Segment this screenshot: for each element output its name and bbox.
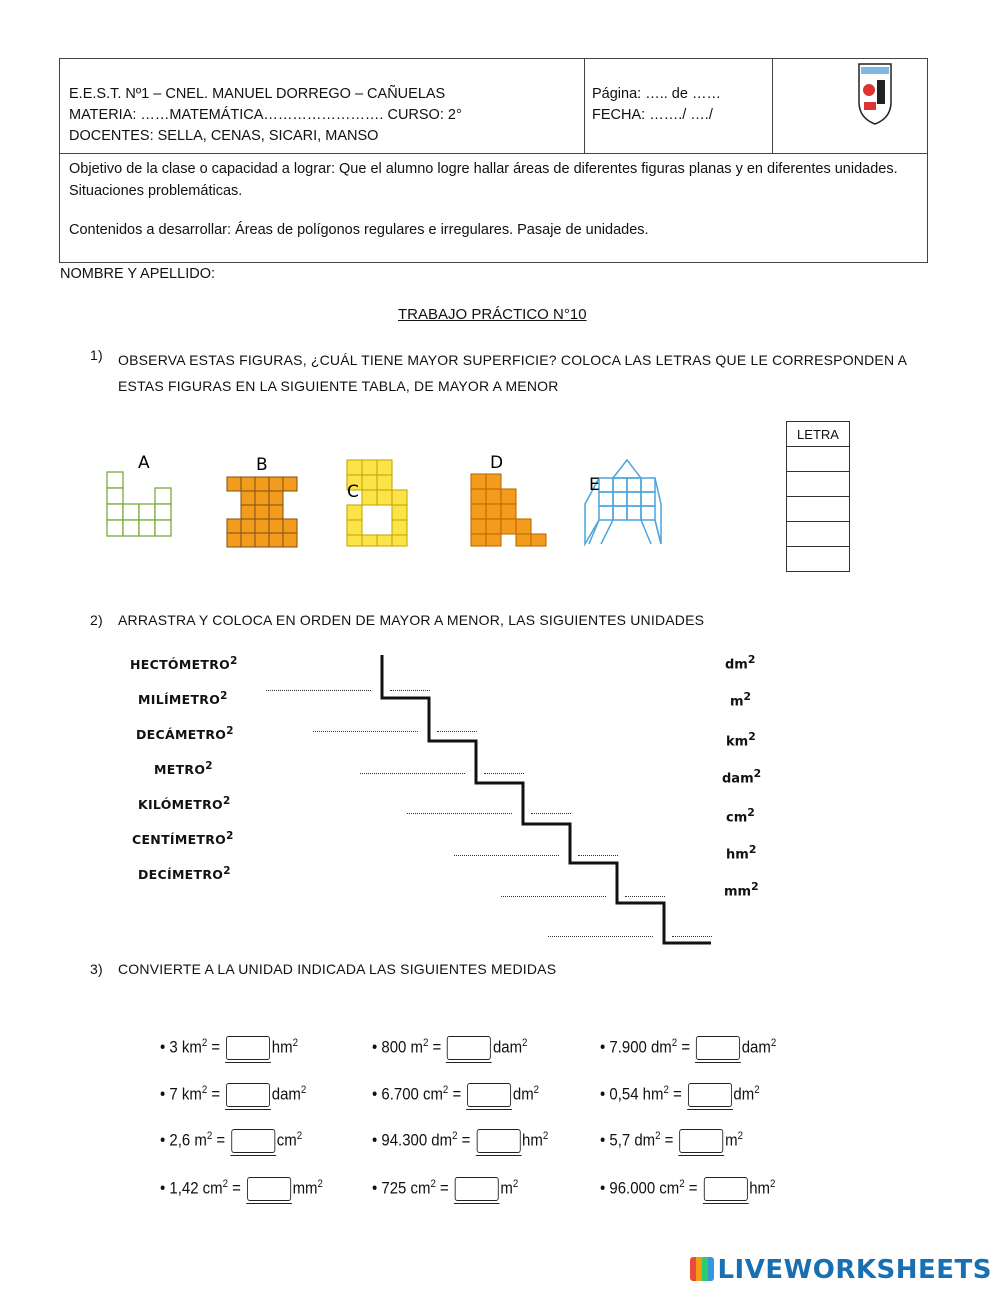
school-name: E.E.S.T. Nº1 – CNEL. MANUEL DORREGO – CAÑUELAS bbox=[69, 86, 446, 102]
letter-input-5[interactable] bbox=[787, 547, 850, 572]
drop-slot-5[interactable] bbox=[454, 855, 559, 856]
pagina-line: Página: ….. de …… bbox=[592, 86, 721, 102]
q1-text: OBSERVA ESTAS FIGURAS, ¿CUÁL TIENE MAYOR SUPERFICIE? COLOCA LAS LETRAS QUE LE CORRESPONDEN A ESTAS FIGURAS EN LA SIGUIENTE TABLA, DE MAYOR A MENOR bbox=[118, 352, 907, 394]
conversion-item: • 0,54 $hm^2 = dm^2$ bbox=[600, 1083, 760, 1107]
drop-slot-7[interactable] bbox=[548, 936, 653, 937]
step-slot-2[interactable] bbox=[437, 731, 477, 732]
conversion-answer-input[interactable] bbox=[696, 1036, 740, 1060]
figure-d-label: D bbox=[490, 453, 504, 473]
conversion-item: • 1,42 $cm^2 = mm^2$ bbox=[160, 1177, 323, 1201]
conversion-item: • 725 $cm^2 = m^2$ bbox=[372, 1177, 518, 1201]
q3-text: CONVIERTE A LA UNIDAD INDICADA LAS SIGUIENTES MEDIDAS bbox=[118, 961, 557, 977]
unit-right-7[interactable]: $mm^2$ bbox=[724, 880, 759, 900]
liveworksheets-icon bbox=[690, 1257, 714, 1281]
unit-right-4[interactable]: dam$^2$ bbox=[722, 767, 762, 787]
figure-b bbox=[227, 477, 297, 547]
q2-text: ARRASTRA Y COLOCA EN ORDEN DE MAYOR A MENOR, LAS SIGUIENTES UNIDADES bbox=[118, 612, 705, 628]
conversion-answer-input[interactable] bbox=[467, 1083, 511, 1107]
conversion-item: • 6.700 $cm^2 = dm^2$ bbox=[372, 1083, 539, 1107]
conversion-answer-input[interactable] bbox=[679, 1129, 723, 1153]
letter-input-1[interactable] bbox=[787, 447, 850, 472]
conversion-item: • 94.300 $dm^2 = hm^2$ bbox=[372, 1129, 548, 1153]
nombre-label: NOMBRE Y APELLIDO: bbox=[60, 266, 215, 282]
unit-left-7[interactable]: DECÍMETRO$^2$ bbox=[138, 865, 231, 883]
figure-a bbox=[107, 472, 171, 536]
step-slot-7[interactable] bbox=[672, 936, 712, 937]
conversion-item: • 3 $km^2 = hm^2$ bbox=[160, 1036, 298, 1060]
drop-slot-1[interactable] bbox=[266, 690, 371, 691]
unit-left-3[interactable]: DECÁMETRO$^2$ bbox=[136, 725, 234, 743]
conversion-answer-input[interactable] bbox=[688, 1083, 732, 1107]
conversion-item: • 7 $km^2 = dam^2$ bbox=[160, 1083, 306, 1107]
conversion-answer-input[interactable] bbox=[703, 1177, 747, 1201]
materia-line: MATERIA: ……MATEMÁTICA……………………. CURSO: 2° bbox=[69, 107, 462, 123]
q1-number: 1) bbox=[90, 347, 103, 363]
conversion-item: • 7.900 $dm^2 = dam^2$ bbox=[600, 1036, 776, 1060]
unit-left-2[interactable]: MILÍMETRO$^2$ bbox=[138, 690, 228, 708]
unit-left-4[interactable]: METRO$^2$ bbox=[154, 760, 213, 778]
school-shield-icon bbox=[855, 62, 895, 126]
step-slot-6[interactable] bbox=[625, 896, 665, 897]
conversion-item: • 800 $m^2 = dam^2$ bbox=[372, 1036, 527, 1060]
header-logo-cell bbox=[772, 59, 929, 153]
unit-right-2[interactable]: $m^2$ bbox=[730, 690, 752, 710]
unit-left-5[interactable]: KILÓMETRO$^2$ bbox=[138, 795, 231, 813]
figure-d bbox=[471, 474, 546, 546]
unit-right-6[interactable]: $hm^2$ bbox=[726, 843, 757, 863]
conversion-item: • 2,6 $m^2 = cm^2$ bbox=[160, 1129, 302, 1153]
drop-slot-2[interactable] bbox=[313, 731, 418, 732]
conversion-item: • 96.000 $cm^2 = hm^2$ bbox=[600, 1177, 775, 1201]
q3-number: 3) bbox=[90, 961, 103, 977]
figure-c bbox=[347, 460, 407, 546]
conversion-answer-input[interactable] bbox=[455, 1177, 499, 1201]
unit-left-1[interactable]: HECTÓMETRO$^2$ bbox=[130, 655, 238, 673]
figure-a-label: A bbox=[138, 453, 150, 473]
drop-slot-4[interactable] bbox=[407, 813, 512, 814]
conversion-answer-input[interactable] bbox=[476, 1129, 520, 1153]
figure-b-label: B bbox=[256, 455, 268, 475]
letter-input-2[interactable] bbox=[787, 472, 850, 497]
letter-table bbox=[786, 421, 850, 572]
q2-number: 2) bbox=[90, 612, 103, 628]
page-title: TRABAJO PRÁCTICO N°10 bbox=[398, 306, 587, 323]
step-slot-1[interactable] bbox=[390, 690, 430, 691]
conversion-answer-input[interactable] bbox=[226, 1036, 270, 1060]
header-school-cell bbox=[60, 59, 585, 153]
unit-right-5[interactable]: $cm^2$ bbox=[726, 806, 755, 826]
step-slot-4[interactable] bbox=[531, 813, 571, 814]
figure-c-label: C bbox=[347, 482, 359, 502]
q1-figures bbox=[95, 450, 675, 550]
header-table bbox=[59, 58, 928, 263]
figure-e-label: E bbox=[589, 475, 600, 495]
liveworksheets-logo: LIVEWORKSHEETS bbox=[690, 1255, 992, 1285]
step-slot-3[interactable] bbox=[484, 773, 524, 774]
figure-e bbox=[585, 460, 661, 544]
drop-slot-6[interactable] bbox=[501, 896, 606, 897]
contenidos-text: Contenidos a desarrollar: Áreas de polígonos regulares e irregulares. Pasaje de unidades. bbox=[69, 222, 649, 238]
header-page-cell bbox=[584, 59, 773, 153]
unit-right-3[interactable]: $km^2$ bbox=[726, 730, 756, 750]
docentes-line: DOCENTES: SELLA, CENAS, SICARI, MANSO bbox=[69, 128, 379, 144]
conversion-answer-input[interactable] bbox=[226, 1083, 270, 1107]
conversion-answer-input[interactable] bbox=[247, 1177, 291, 1201]
letter-input-3[interactable] bbox=[787, 497, 850, 522]
unit-right-1[interactable]: $dm^2$ bbox=[725, 653, 756, 673]
conversion-answer-input[interactable] bbox=[447, 1036, 491, 1060]
unit-left-6[interactable]: CENTÍMETRO$^2$ bbox=[132, 830, 234, 848]
letter-input-4[interactable] bbox=[787, 522, 850, 547]
conversion-item: • 5,7 $dm^2 = m^2$ bbox=[600, 1129, 743, 1153]
step-slot-5[interactable] bbox=[578, 855, 618, 856]
header-row bbox=[60, 59, 927, 154]
objetivo-text: Objetivo de la clase o capacidad a lograr: Que el alumno logre hallar áreas de diferentes figuras planas y en diferentes unidades. Situaciones problemáticas. bbox=[69, 161, 898, 199]
conversion-answer-input[interactable] bbox=[231, 1129, 275, 1153]
staircase bbox=[375, 653, 720, 948]
letter-table-header: LETRA bbox=[787, 422, 850, 447]
fecha-line: FECHA: ……./ …./ bbox=[592, 107, 713, 123]
drop-slot-3[interactable] bbox=[360, 773, 465, 774]
